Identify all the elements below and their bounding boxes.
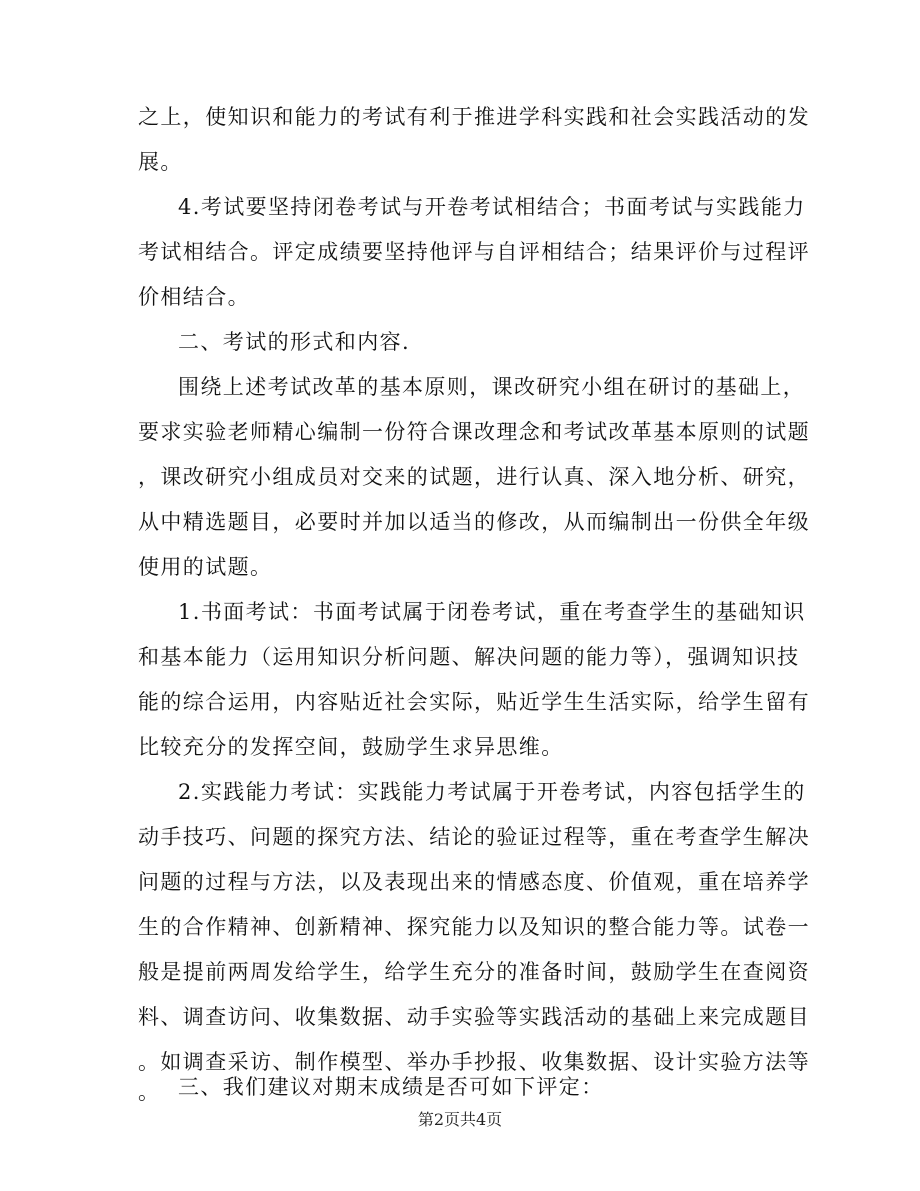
text-line: 般是提前两周发给学生，给学生充分的准备时间，鼓励学生在查阅资: [138, 960, 810, 984]
text-line: 展。: [138, 150, 183, 174]
text-line: 4.考试要坚持闭卷考试与开卷考试相结合；书面考试与实践能力: [178, 195, 806, 219]
text-line: 料、调查访问、收集数据、动手实验等实践活动的基础上来完成题目: [138, 1005, 810, 1029]
text-line: 。: [138, 1080, 161, 1104]
text-line: 1.书面考试：书面考试属于闭卷考试，重在考查学生的基础知识: [178, 600, 806, 624]
text-line: 和基本能力（运用知识分析问题、解决问题的能力等），强调知识技: [138, 645, 800, 669]
text-line: 使用的试题。: [138, 555, 273, 579]
text-line: 比较充分的发挥空间，鼓励学生求异思维。: [138, 735, 564, 759]
text-line: 。如调查采访、制作模型、举办手抄报、收集数据、设计实验方法等: [138, 1050, 810, 1074]
text-line: 之上，使知识和能力的考试有利于推进学科实践和社会实践活动的发: [138, 105, 810, 129]
text-line: 能的综合运用，内容贴近社会实际，贴近学生生活实际，给学生留有: [138, 690, 810, 714]
text-line: 2.实践能力考试：实践能力考试属于开卷考试，内容包括学生的: [178, 780, 806, 804]
text-line: 围绕上述考试改革的基本原则，课改研究小组在研讨的基础上，: [178, 375, 806, 399]
text-line: 问题的过程与方法，以及表现出来的情感态度、价值观，重在培养学: [138, 870, 810, 894]
page-number: 第2页共4页: [417, 1110, 503, 1129]
section-heading: 三、我们建议对期末成绩是否可如下评定：: [178, 1075, 604, 1099]
text-line: 生的合作精神、创新精神、探究能力以及知识的整合能力等。试卷一: [138, 915, 810, 939]
text-line: ，课改研究小组成员对交来的试题，进行认真、深入地分析、研究，: [138, 465, 810, 489]
text-line: 价相结合。: [138, 285, 250, 309]
text-line: 要求实验老师精心编制一份符合课改理念和考试改革基本原则的试题: [138, 420, 810, 444]
section-heading: 二、考试的形式和内容.: [178, 330, 411, 354]
text-line: 从中精选题目，必要时并加以适当的修改，从而编制出一份供全年级: [138, 510, 810, 534]
text-line: 考试相结合。评定成绩要坚持他评与自评相结合；结果评价与过程评: [138, 240, 810, 264]
text-line: 动手技巧、问题的探究方法、结论的验证过程等，重在考查学生解决: [138, 825, 810, 849]
